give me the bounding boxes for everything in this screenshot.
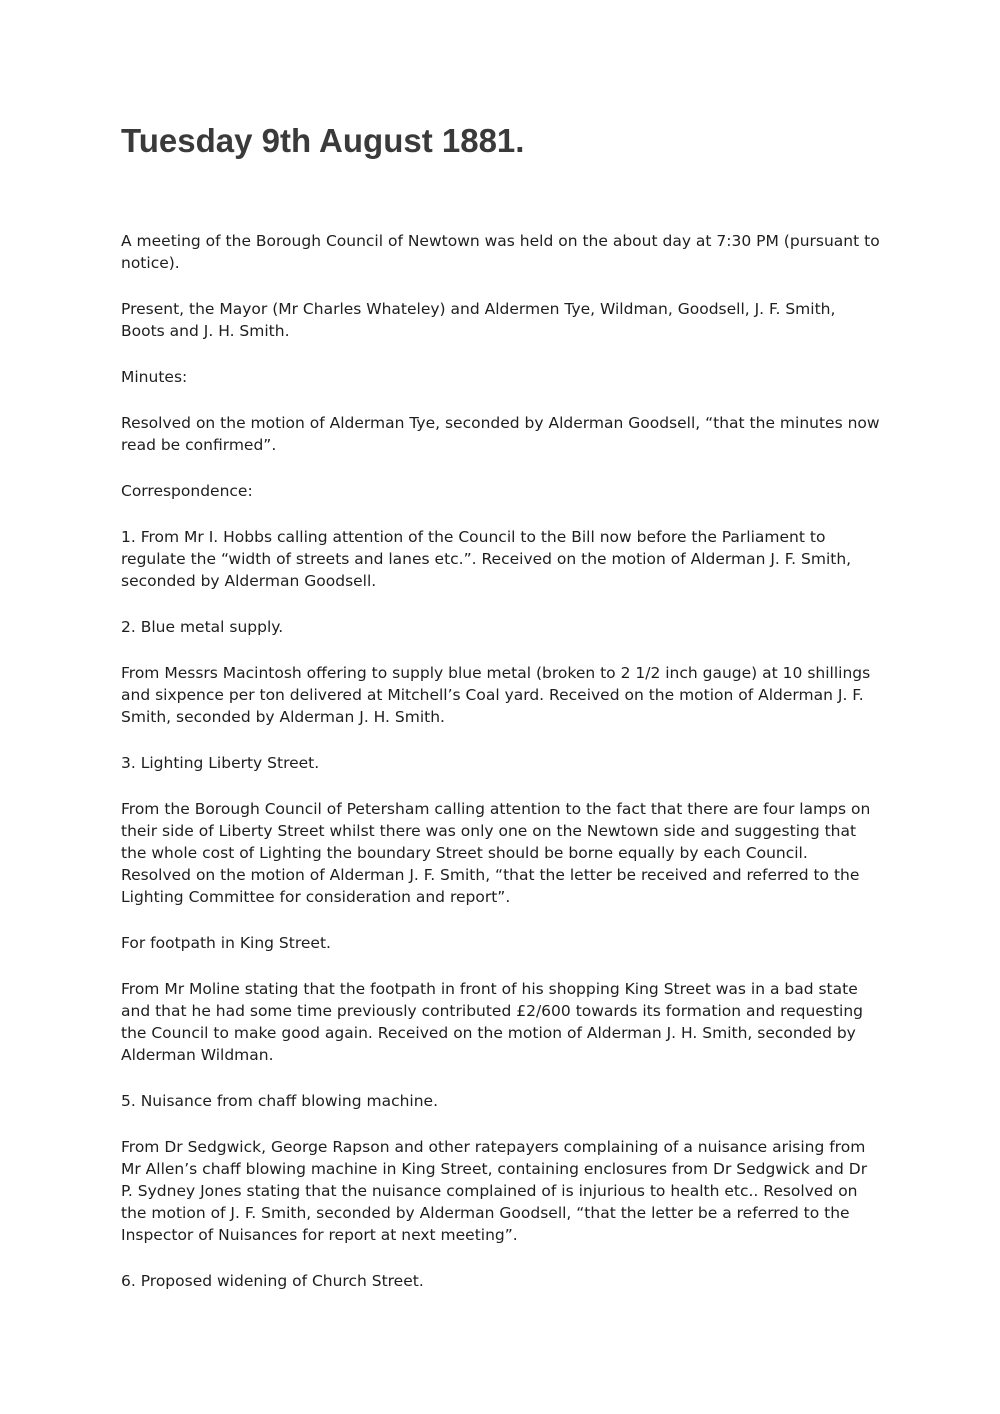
heading-item-2-blue-metal: 2. Blue metal supply. (121, 618, 284, 636)
paragraph-item-3-petersham: From the Borough Council of Petersham calling attention to the fact that there are four lamps on their side of Liberty Street whilst there was only one on the Newtown side and suggesting that the whole cost of Lighting the boundary Street should be borne equally by each Council. Resolved on the motion of Alderman J. F. Smith, “that the letter be received and referred to the Lighting Committee for consideration and report”. (121, 800, 871, 906)
page-title: Tuesday 9th August 1881. (121, 122, 525, 159)
heading-item-3-lighting: 3. Lighting Liberty Street. (121, 754, 320, 772)
paragraph-present: Present, the Mayor (Mr Charles Whateley) and Aldermen Tye, Wildman, Goodsell, J. F. Smith, Boots and J. H. Smith. (121, 300, 836, 340)
paragraph-item-4-moline: From Mr Moline stating that the footpath in front of his shopping King Street was in a bad state and that he had some time previously contributed £2/600 towards its formation and requesting the Council to make good again. Received on the motion of Alderman J. H. Smith, seconded by Alderman Wildman. (121, 980, 863, 1064)
heading-item-4-footpath: For footpath in King Street. (121, 934, 331, 952)
paragraph-minutes-resolution: Resolved on the motion of Alderman Tye, seconded by Alderman Goodsell, “that the minutes now read be confirmed”. (121, 414, 880, 454)
paragraph-item-2-macintosh: From Messrs Macintosh offering to supply blue metal (broken to 2 1/2 inch gauge) at 10 shillings and sixpence per ton delivered at Mitchell’s Coal yard. Received on the motion of Alderman J. F. Smith, seconded by Alderman J. H. Smith. (121, 664, 871, 726)
paragraph-item-1-hobbs: 1. From Mr I. Hobbs calling attention of the Council to the Bill now before the Parliament to regulate the “width of streets and lanes etc.”. Received on the motion of Alderman J. F. Smith, seconded by Alderman Goodsell. (121, 528, 852, 590)
heading-item-6-church-street: 6. Proposed widening of Church Street. (121, 1272, 424, 1290)
paragraph-meeting-notice: A meeting of the Borough Council of Newtown was held on the about day at 7:30 PM (pursuant to notice). (121, 232, 880, 272)
paragraph-item-5-sedgwick: From Dr Sedgwick, George Rapson and other ratepayers complaining of a nuisance arising from Mr Allen’s chaff blowing machine in King Street, containing enclosures from Dr Sedgwick and Dr P. Sydney Jones stating that the nuisance complained of is injurious to health etc.. Resolved on the motion of J. F. Smith, seconded by Alderman Goodsell, “that the letter be a referred to the Inspector of Nuisances for report at next meeting”. (121, 1138, 868, 1244)
heading-minutes: Minutes: (121, 368, 188, 386)
document-body (121, 230, 881, 1316)
heading-item-5-nuisance: 5. Nuisance from chaff blowing machine. (121, 1092, 439, 1110)
heading-correspondence: Correspondence: (121, 482, 253, 500)
